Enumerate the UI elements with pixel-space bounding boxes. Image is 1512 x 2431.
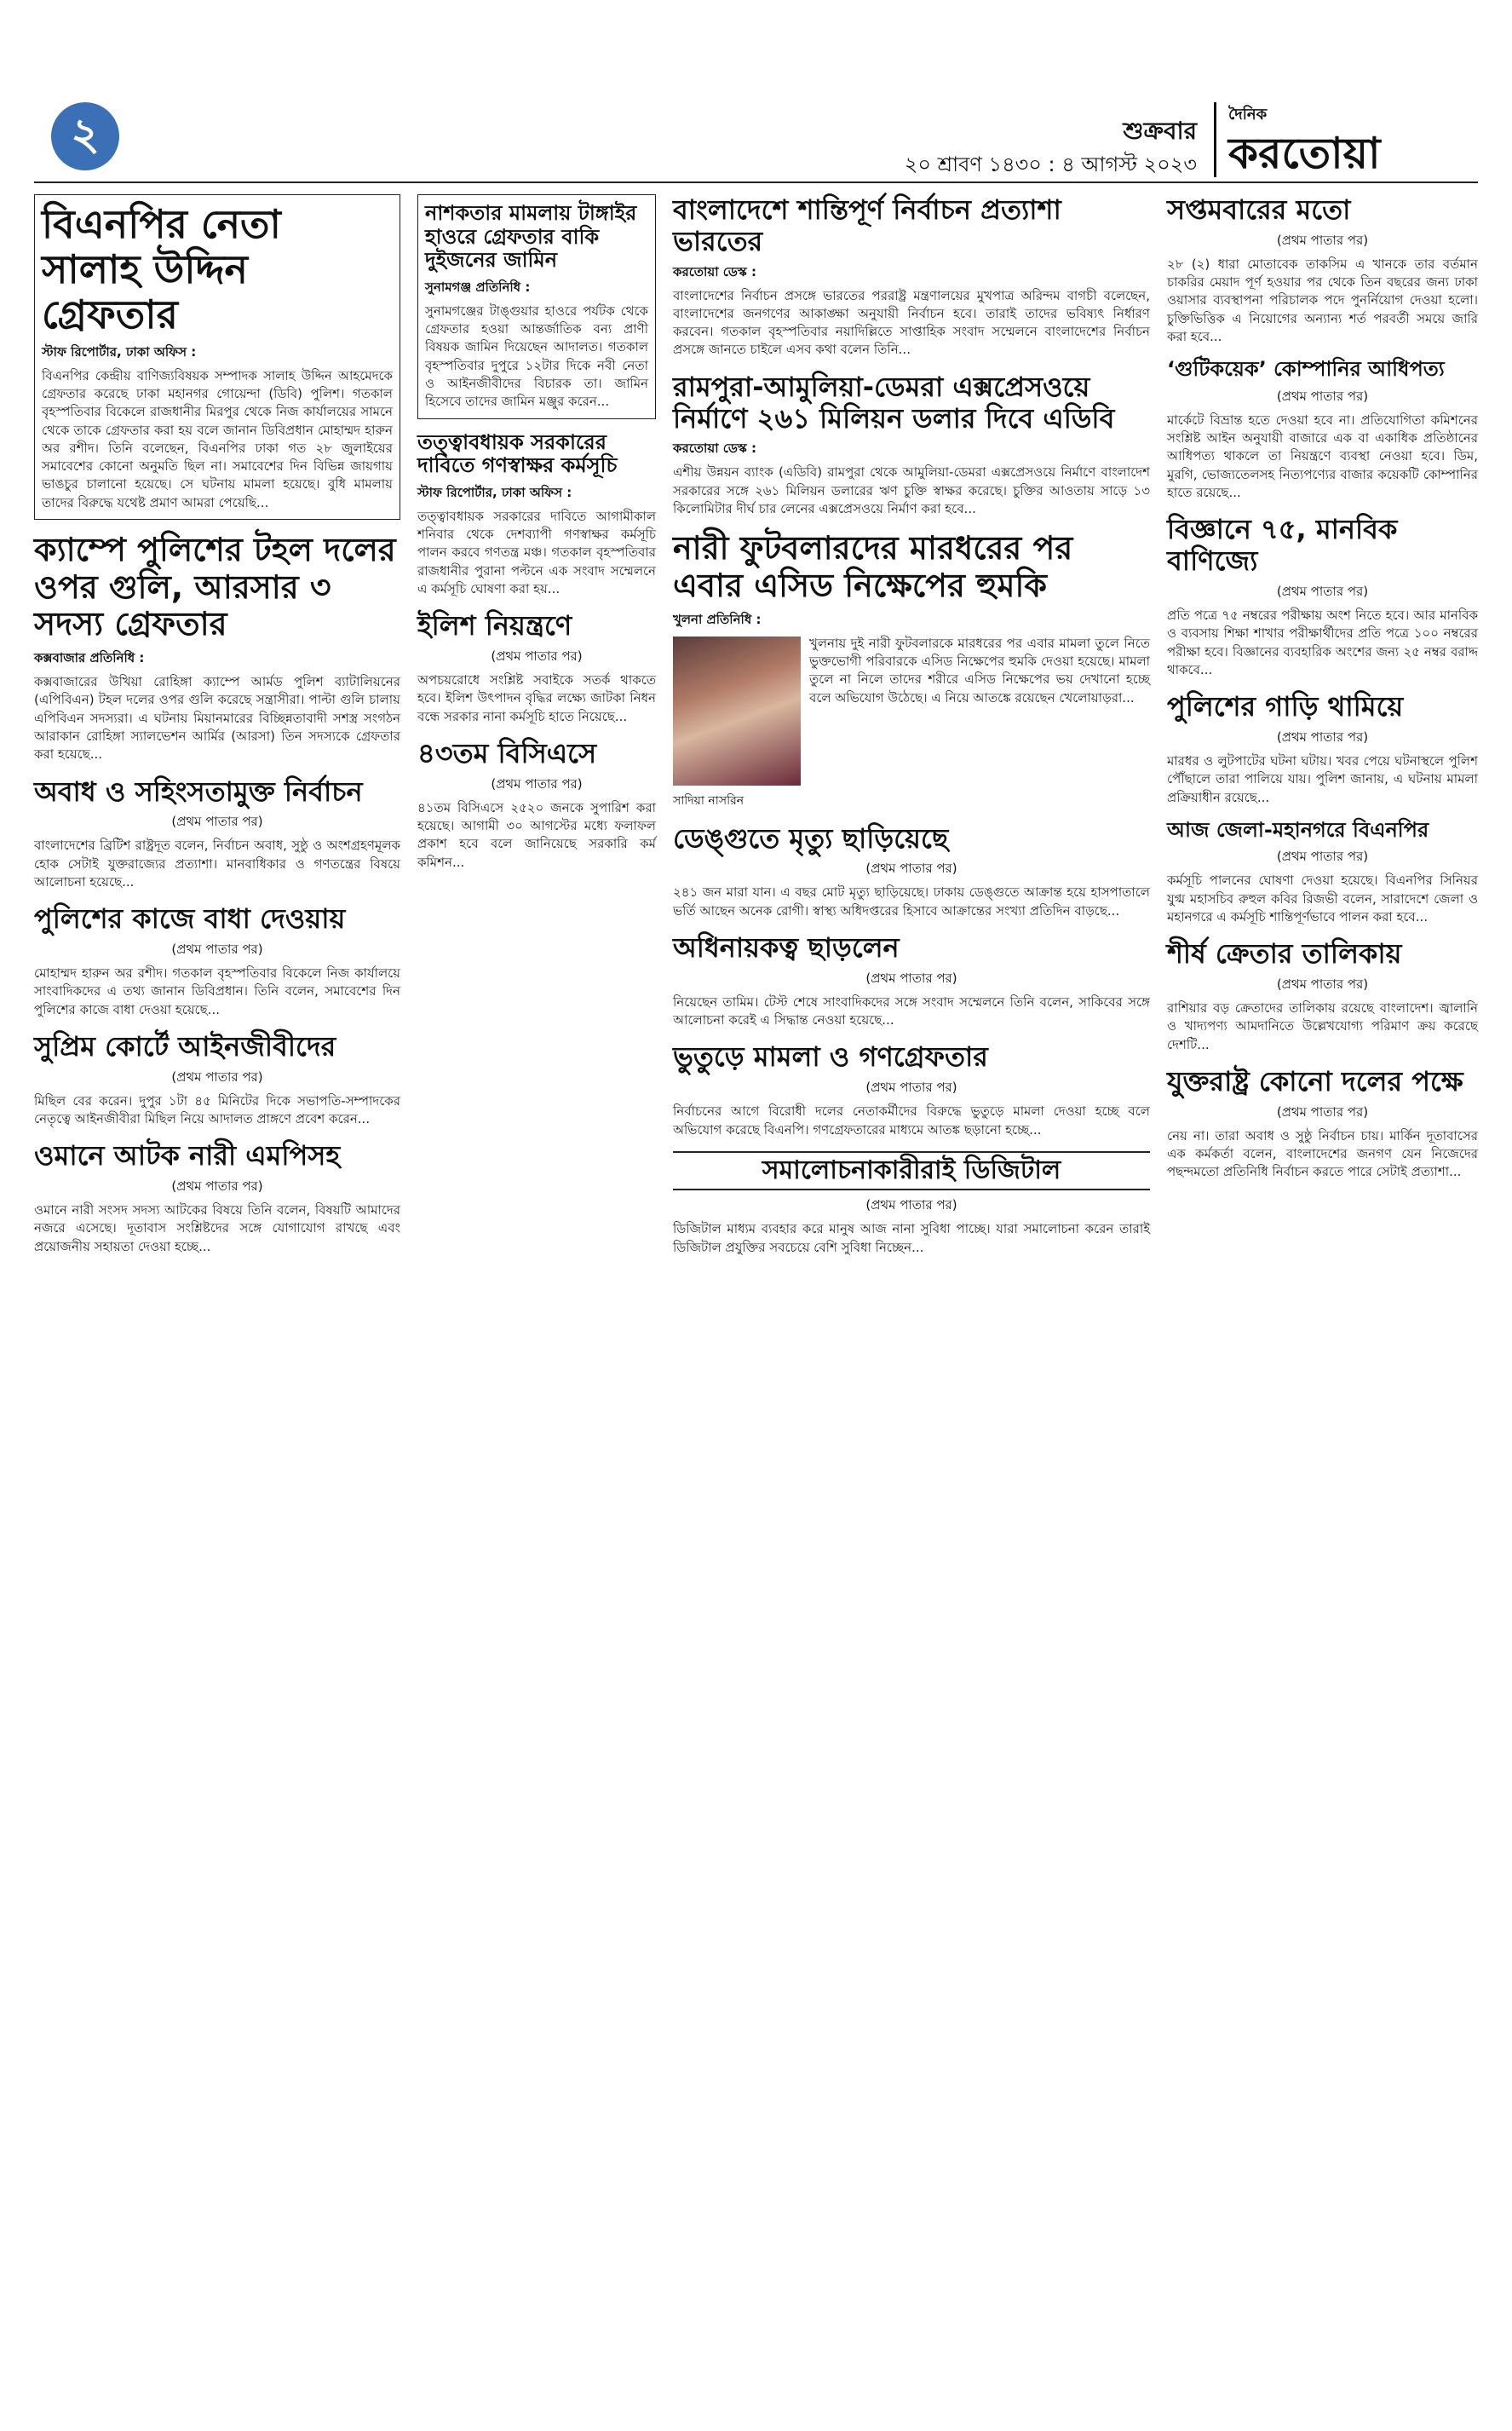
- story-journalist: [417, 431, 656, 599]
- story-body: বাংলাদেশের নির্বাচন প্রসঙ্গে ভারতের পররাষ্ট্র মন্ত্রণালয়ের মুখপাত্র অরিন্দম বাগচী বলেছেন, বাংলাদেশের জনগণের আকাঙ্ক্ষা অনুযায়ী নির্বাচন হবে। তারাই তাদের ভবিষ্যৎ নির্ধারণ করবেন। গতকাল বৃহস্পতিবার নয়াদিল্লিতে সাপ্তাহিক সংবাদ সম্মেলনে বাংলাদেশের নির্বাচন প্রসঙ্গে জানতে চাইলে এসব কথা বলেন তিনি...: [673, 287, 1150, 358]
- story-body: নেয় না। তারা অবাধ ও সুষ্ঠু নির্বাচন চায়। মার্কিন দূতাবাসের এক কর্মকর্তা বলেন, বাংলাদেশের জনগণ যেন নিজেদের পছন্দমতো প্রতিনিধি নির্বাচন করতে পারে সেটাই প্রত্যাশা...: [1167, 1127, 1478, 1180]
- jump-note: (প্রথম পাতার পর): [171, 942, 263, 958]
- column-1: [34, 194, 400, 1268]
- jump-note: (প্রথম পাতার পর): [865, 970, 957, 986]
- story-body: তত্ত্বাবধায়ক সরকারের দাবিতে আগামীকাল শনিবার থেকে দেশব্যাপী গণস্বাক্ষর কর্মসূচি পালন করবে গণতন্ত্র মঞ্চ। গতকাল বৃহস্পতিবার রাজধানীর পুরানা পল্টনে এক সংবাদ সম্মেলনে এ কর্মসূচি ঘোষণা করা হয়...: [417, 508, 656, 596]
- story-peace: [673, 194, 1150, 360]
- story-headline: অধিনায়কত্ব ছাড়লেন: [673, 931, 900, 965]
- story-mp: [34, 1140, 400, 1256]
- story-body: ওমানে নারী সংসদ সদস্য আটকের বিষয়ে তিনি বলেন, বিষয়টি আমাদের নজরে এসেছে। দূতাবাস সংশ্লিষ্টদের সঙ্গে যোগাযোগ রাখছে এবং প্রয়োজনীয় সহায়তা দেওয়া হচ্ছে...: [34, 1202, 400, 1254]
- story-police-work: [34, 903, 400, 1019]
- story-headline: পুলিশের কাজে বাধা দেওয়ায়: [34, 902, 346, 936]
- story-bcs: [417, 738, 656, 872]
- story-headline: অবাধ ও সহিংসতামুক্ত নির্বাচন: [34, 775, 363, 808]
- story-body: ২৮ (২) ধারা মোতাবেক তাকসিম এ খানকে তার বর্তমান চাকরির মেয়াদ পূর্ণ হওয়ার পর থেকে তিন বছরের জন্য ঢাকা ওয়াসার ব্যবস্থাপনা পরিচালক পদে পুনর্নিয়োগ দেওয়া হলো। চুক্তিভিত্তিক এ নিয়োগের অন্যান্য শর্ত পরবর্তী সময়ে জারি করা হবে...: [1167, 256, 1478, 344]
- logo-name: করতোয়া: [1228, 129, 1381, 178]
- story-body: বাংলাদেশের ব্রিটিশ রাষ্ট্রদূত বলেন, নির্বাচন অবাধ, সুষ্ঠু ও অংশগ্রহণমূলক হোক সেটাই যুক্তরাজ্যের প্রত্যাশা। মানবাধিকার ও গণতন্ত্রের বিষয়ে আলোচনা হয়েছে...: [34, 838, 400, 890]
- jump-note: (প্রথম পাতার পর): [171, 814, 263, 830]
- story-body: মিছিল বের করেন। দুপুর ১টা ৪৫ মিনিটের দিকে সভাপতি-সম্পাদকের নেতৃত্বে আইনজীবীরা মিছিল নিয়ে আদালত প্রাঙ্গণে প্রবেশ করেন...: [34, 1092, 400, 1127]
- story-headline: বাংলাদেশে শান্তিপূর্ণ নির্বাচন প্রত্যাশা ভারতের: [673, 193, 1061, 257]
- story-headline: ডেঙ্গুতে মৃত্যু ছাড়িয়েছে: [673, 821, 949, 855]
- story-headline: রামপুরা-আমুলিয়া-ডেমরা এক্সপ্রেসওয়ে নির্মাণে ২৬১ মিলিয়ন ডলার দিবে এডিবি: [673, 370, 1115, 435]
- photo-caption: সাদিয়া নাসরিন: [673, 793, 745, 808]
- story-byline: স্টাফ রিপোর্টার, ঢাকা অফিস :: [417, 484, 572, 500]
- story-obadh: [34, 776, 400, 892]
- story-somaloch: [673, 1151, 1150, 1257]
- story-body: প্রতি পত্রে ৭৫ নম্বরের পরীক্ষায় অংশ নিতে হবে। আর মানবিক ও ব্যবসায় শিক্ষা শাখার পরীক্ষার্থীদের প্রতি পত্রে ১০০ নম্বরের পরীক্ষা হবে। বিজ্ঞানের ব্যবহারিক অংশের জন্য ২৫ নম্বর বরাদ্দ থাকবে...: [1167, 607, 1478, 677]
- story-body: এশীয় উন্নয়ন ব্যাংক (এডিবি) রামপুরা থেকে আমুলিয়া-ডেমরা এক্সপ্রেসওয়ে নির্মাণে বাংলাদেশ সরকারের সঙ্গে ২৬১ মিলিয়ন ডলারের ঋণ চুক্তি স্বাক্ষর করেছে। চুক্তির আওতায় সাড়ে ১৩ কিলোমিটার দীর্ঘ চার লেনের এক্সপ্রেসওয়ে নির্মাণ করা হবে...: [673, 464, 1150, 516]
- story-headline: নাশকতার মামলায় টাঙ্গাইর হাওরে গ্রেফতার বাকি দুইজনের জামিন: [425, 201, 637, 273]
- jump-note: (প্রথম পাতার পর): [865, 1080, 957, 1096]
- story-body: নির্বাচনের আগে বিরোধী দলের নেতাকর্মীদের বিরুদ্ধে ভুতুড়ে মামলা দেওয়া হচ্ছে বলে অভিযোগ করেছে বিএনপি। গণগ্রেফতারের মাধ্যমে আতঙ্ক ছড়ানো হচ্ছে...: [673, 1103, 1150, 1138]
- jump-note: (প্রথম পাতার পর): [1276, 583, 1369, 599]
- jump-note: (প্রথম পাতার পর): [1276, 388, 1369, 404]
- story-football: [673, 530, 1150, 810]
- story-headline: ওমানে আটক নারী এমপিসহ: [34, 1139, 341, 1172]
- jump-note: (প্রথম পাতার পর): [1276, 976, 1369, 993]
- story-headline: পুলিশের গাড়ি থামিয়ে: [1167, 690, 1404, 723]
- story-body: মারধর ও লুটপাটের ঘটনা ঘটায়। খবর পেয়ে ঘটনাস্থলে পুলিশ পৌঁছালে তারা পালিয়ে যায়। পুলিশ জানায়, এ ঘটনায় মামলা প্রক্রিয়াধীন রয়েছে...: [1167, 752, 1478, 805]
- page-number-badge: ২: [51, 102, 119, 170]
- story-shirsho: [1167, 938, 1478, 1054]
- story-body: কক্সবাজারের উখিয়া রোহিঙ্গা ক্যাম্পে আর্মড পুলিশ ব্যাটালিয়নের (এপিবিএন) টহল দলের ওপর গুলি করেছে সন্ত্রাসীরা। পাল্টা গুলি চালায় এপিবিএন সদস্যরা। এ ঘটনায় মিয়ানমারের বিচ্ছিন্নতাবাদী সশস্ত্র সংগঠন আরাকান রোহিঙ্গা স্যালভেশন আর্মির (আরসা) তিন সদস্যকে গ্রেফতার করা হয়েছে...: [34, 674, 400, 763]
- jump-note: (প্রথম পাতার পর): [1276, 729, 1369, 745]
- story-headline: আজ জেলা-মহানগরে বিএনপির: [1167, 817, 1429, 842]
- jump-note: (প্রথম পাতার পর): [491, 648, 583, 665]
- story-body: মোহাম্মদ হারুন অর রশীদ। গতকাল বৃহস্পতিবার বিকেলে নিজ কার্যালয়ে সাংবাদিকদের এ তথ্য জানান ডিবিপ্রধান। তিনি বলেন, সমাবেশের দিন পুলিশের কাজে বাধা দেওয়া হয়েছে...: [34, 965, 400, 1017]
- story-body: ৪১তম বিসিএসে ২৫২০ জনকে সুপারিশ করা হয়েছে। আগামী ৩০ আগস্টের মধ্যে ফলাফল প্রকাশ হবে বলে জানিয়েছে সরকারি কর্ম কমিশন...: [417, 799, 656, 870]
- story-headline: সমালোচনাকারীরাই ডিজিটাল: [673, 1151, 1150, 1191]
- story-headline: সুপ্রিম কোর্টে আইনজীবীদের: [34, 1029, 336, 1063]
- story-body: মার্কেটে বিভ্রান্ত হতে দেওয়া হবে না। প্রতিযোগিতা কমিশনের সংশ্লিষ্ট আইন অনুযায়ী বাজারে এক বা একাধিক প্রতিষ্ঠানের আধিপত্য থাকলে তা নিয়ন্ত্রণে ব্যবস্থা নেওয়া হবে। ডিম, মুরগি, ভোজ্যতেলসহ নিত্যপণ্যের বাজার কয়েকটি কোম্পানির হাতে রয়েছে...: [1167, 412, 1478, 501]
- column-2: [417, 194, 656, 884]
- story-salah: [34, 194, 400, 520]
- story-byline: কক্সবাজার প্রতিনিধি :: [34, 650, 145, 666]
- story-headline: শীর্ষ ক্রেতার তালিকায়: [1167, 937, 1402, 971]
- story-jela: [1167, 819, 1478, 926]
- story-camp: [34, 532, 400, 764]
- story-supreme: [34, 1031, 400, 1128]
- story-byline: করতোয়া ডেস্ক :: [673, 441, 756, 457]
- jump-note: (প্রথম পাতার পর): [1276, 1103, 1369, 1120]
- story-byline: করতোয়া ডেস্ক :: [673, 263, 756, 279]
- story-body: ২৪১ জন মারা যান। এ বছর মোট মৃত্যু ছাড়িয়েছে। ঢাকায় ডেঙ্গুতে আক্রান্ত হয়ে হাসপাতালে ভর্তি আছেন অনেক রোগী। স্বাস্থ্য অধিদপ্তরের হিসাবে আক্রান্তের সংখ্যা প্রতিদিন বাড়ছে...: [673, 884, 1150, 919]
- story-headline: যুক্তরাষ্ট্র কোনো দলের পক্ষে: [1167, 1065, 1463, 1097]
- story-body: খুলনায় দুই নারী ফুটবলারকে মারধরের পর এবার মামলা তুলে নিতে ভুক্তভোগী পরিবারকে এসিড নিক্ষেপের হুমকি দেওয়া হয়েছে। মামলা তুলে না নিলে তাদের শরীরে এসিড নিক্ষেপের ভয় দেখানো হচ্ছে বলে অভিযোগ উঠেছে। এ নিয়ে আতঙ্কে রয়েছেন খেলোয়াড়রা...: [809, 635, 1150, 706]
- story-dengue: [673, 823, 1150, 920]
- story-gutibaj: [1167, 358, 1478, 502]
- story-byline: সুনামগঞ্জ প্রতিনিধি :: [425, 279, 531, 295]
- story-jukto: [1167, 1066, 1478, 1182]
- story-headline: নারী ফুটবলারদের মারধরের পর এবার এসিড নিক্ষেপের হুমকি: [673, 529, 1073, 604]
- story-byline: খুলনা প্রতিনিধি :: [673, 611, 762, 627]
- story-body: অপচয়রোধে সংশ্লিষ্ট সবাইকে সতর্ক থাকতে হবে। ইলিশ উৎপাদন বৃদ্ধির লক্ষ্যে জাটকা নিধন বন্ধে সরকার নানা কর্মসূচি হাতে নিয়েছে...: [417, 672, 656, 724]
- story-headline: সপ্তমবারের মতো: [1167, 193, 1351, 226]
- story-headline: বিএনপির নেতা সালাহ উদ্দিন গ্রেফতার: [42, 201, 281, 337]
- issue-date: ২০ শ্রাবণ ১৪৩০ : ৪ আগস্ট ২০২৩: [904, 153, 1197, 176]
- jump-note: (প্রথম পাতার পর): [171, 1069, 263, 1085]
- column-4: [1167, 194, 1478, 1194]
- jump-note: (প্রথম পাতার পর): [865, 1197, 957, 1213]
- story-saptam: [1167, 194, 1478, 346]
- logo-small-text: দৈনিক: [1228, 106, 1268, 124]
- story-body: বিএনপির কেন্দ্রীয় বাণিজ্যবিষয়ক সম্পাদক সালাহ উদ্দিন আহমেদকে গ্রেফতার করেছে ঢাকা মহানগর গোয়েন্দা (ডিবি) পুলিশ। গতকাল বৃহস্পতিবার বিকেলে রাজধানীর মিরপুর থেকে নিজ কার্যালয়ের সামনে থেকে তাকে গ্রেফতার করা হয় বলে জানান ডিবিপ্রধান মোহাম্মদ হারুন অর রশীদ। তিনি বলেছেন, বিএনপির ঢাকা গত ২৮ জুলাইয়ের সমাবেশের কোনো অনুমতি ছিল না। সমাবেশের দিন বিভিন্ন জায়গায় ভাঙচুর চালানো হয়েছে। সে ঘটনায় মামলা হয়েছে। বুধি মামলায় তাদের বিরুদ্ধে যথেষ্ট প্রমাণ আমরা পেয়েছি...: [42, 367, 393, 510]
- story-headline: তত্ত্বাবধায়ক সরকারের দাবিতে গণস্বাক্ষর কর্মসূচি: [417, 429, 618, 478]
- story-byline: স্টাফ রিপোর্টার, ঢাকা অফিস :: [42, 343, 197, 360]
- story-bus: [417, 194, 656, 419]
- story-headline: বিজ্ঞানে ৭৫, মানবিক বাণিজ্যে: [1167, 513, 1398, 578]
- story-headline: ‘গুটিকয়েক’ কোম্পানির আধিপত্য: [1167, 357, 1445, 382]
- jump-note: (প্রথম পাতার পর): [491, 775, 583, 792]
- story-body: সুনামগঞ্জের টাঙ্গুয়ার হাওরে পর্যটক থেকে গ্রেফতার হওয়া আন্তর্জাতিক বন্য প্রাণী বিষয়ক জামিন দিয়েছেন আদালত। গতকাল বৃহস্পতিবার দুপুরে ১২টার দিকে নবী নেতা ও আইনজীবীদের বিচারক তা। জামিন হিসেবে তাদের জামিন মঞ্জুর করেন...: [425, 302, 648, 410]
- story-omkar: [673, 932, 1150, 1029]
- story-body: ডিজিটাল মাধ্যম ব্যবহার করে মানুষ আজ নানা সুবিধা পাচ্ছে। যারা সমালোচনা করেন তারাই ডিজিটাল প্রযুক্তির সবচেয়ে বেশি সুবিধা নিচ্ছেন...: [673, 1221, 1150, 1255]
- story-vutur: [673, 1041, 1150, 1138]
- story-headline: ক্যাম্পে পুলিশের টহল দলের ওপর গুলি, আরসার ৩ সদস্য গ্রেফতার: [34, 531, 396, 643]
- jump-note: (প্রথম পাতার পর): [1276, 849, 1369, 865]
- footballer-photo: [673, 637, 801, 786]
- story-adb: [673, 372, 1150, 518]
- story-police: [1167, 691, 1478, 807]
- column-3: [673, 194, 1150, 1269]
- story-body: কর্মসূচি পালনের ঘোষণা দেওয়া হয়েছে। বিএনপির সিনিয়র যুগ্ম মহাসচিব রুহুল কবির রিজভী বলেন, সারাদেশে জেলা ও মহানগরে এ কর্মসূচি শান্তিপূর্ণভাবে পালন করা হবে...: [1167, 873, 1478, 925]
- jump-note: (প্রথম পাতার পর): [865, 861, 957, 877]
- story-headline: ভুতুড়ে মামলা ও গণগ্রেফতার: [673, 1040, 988, 1074]
- story-body: রাশিয়ার বড় ক্রেতাদের তালিকায় রয়েছে বাংলাদেশ। জ্বালানি ও খাদ্যপণ্য আমদানিতে উল্লেখযোগ্য পরিমাণ ক্রয় করেছে দেশটি...: [1167, 1000, 1478, 1052]
- story-ilish: [417, 610, 656, 726]
- story-bijnan: [1167, 514, 1478, 679]
- story-headline: ৪৩তম বিসিএসে: [417, 736, 597, 769]
- issue-day: শুক্রবার: [1123, 117, 1197, 145]
- newspaper-logo: [1214, 102, 1478, 177]
- masthead: [34, 102, 1478, 183]
- story-body: নিয়েছেন তামিম। টেস্ট শেষে সাংবাদিকদের সঙ্গে সংবাদ সম্মেলনে তিনি বলেন, সাকিবের সঙ্গে আলোচনা করেই এ সিদ্ধান্ত নেওয়া হয়েছে...: [673, 994, 1150, 1028]
- jump-note: (প্রথম পাতার পর): [1276, 232, 1369, 248]
- story-headline: ইলিশ নিয়ন্ত্রণে: [417, 609, 572, 642]
- jump-note: (প্রথম পাতার পর): [171, 1178, 263, 1195]
